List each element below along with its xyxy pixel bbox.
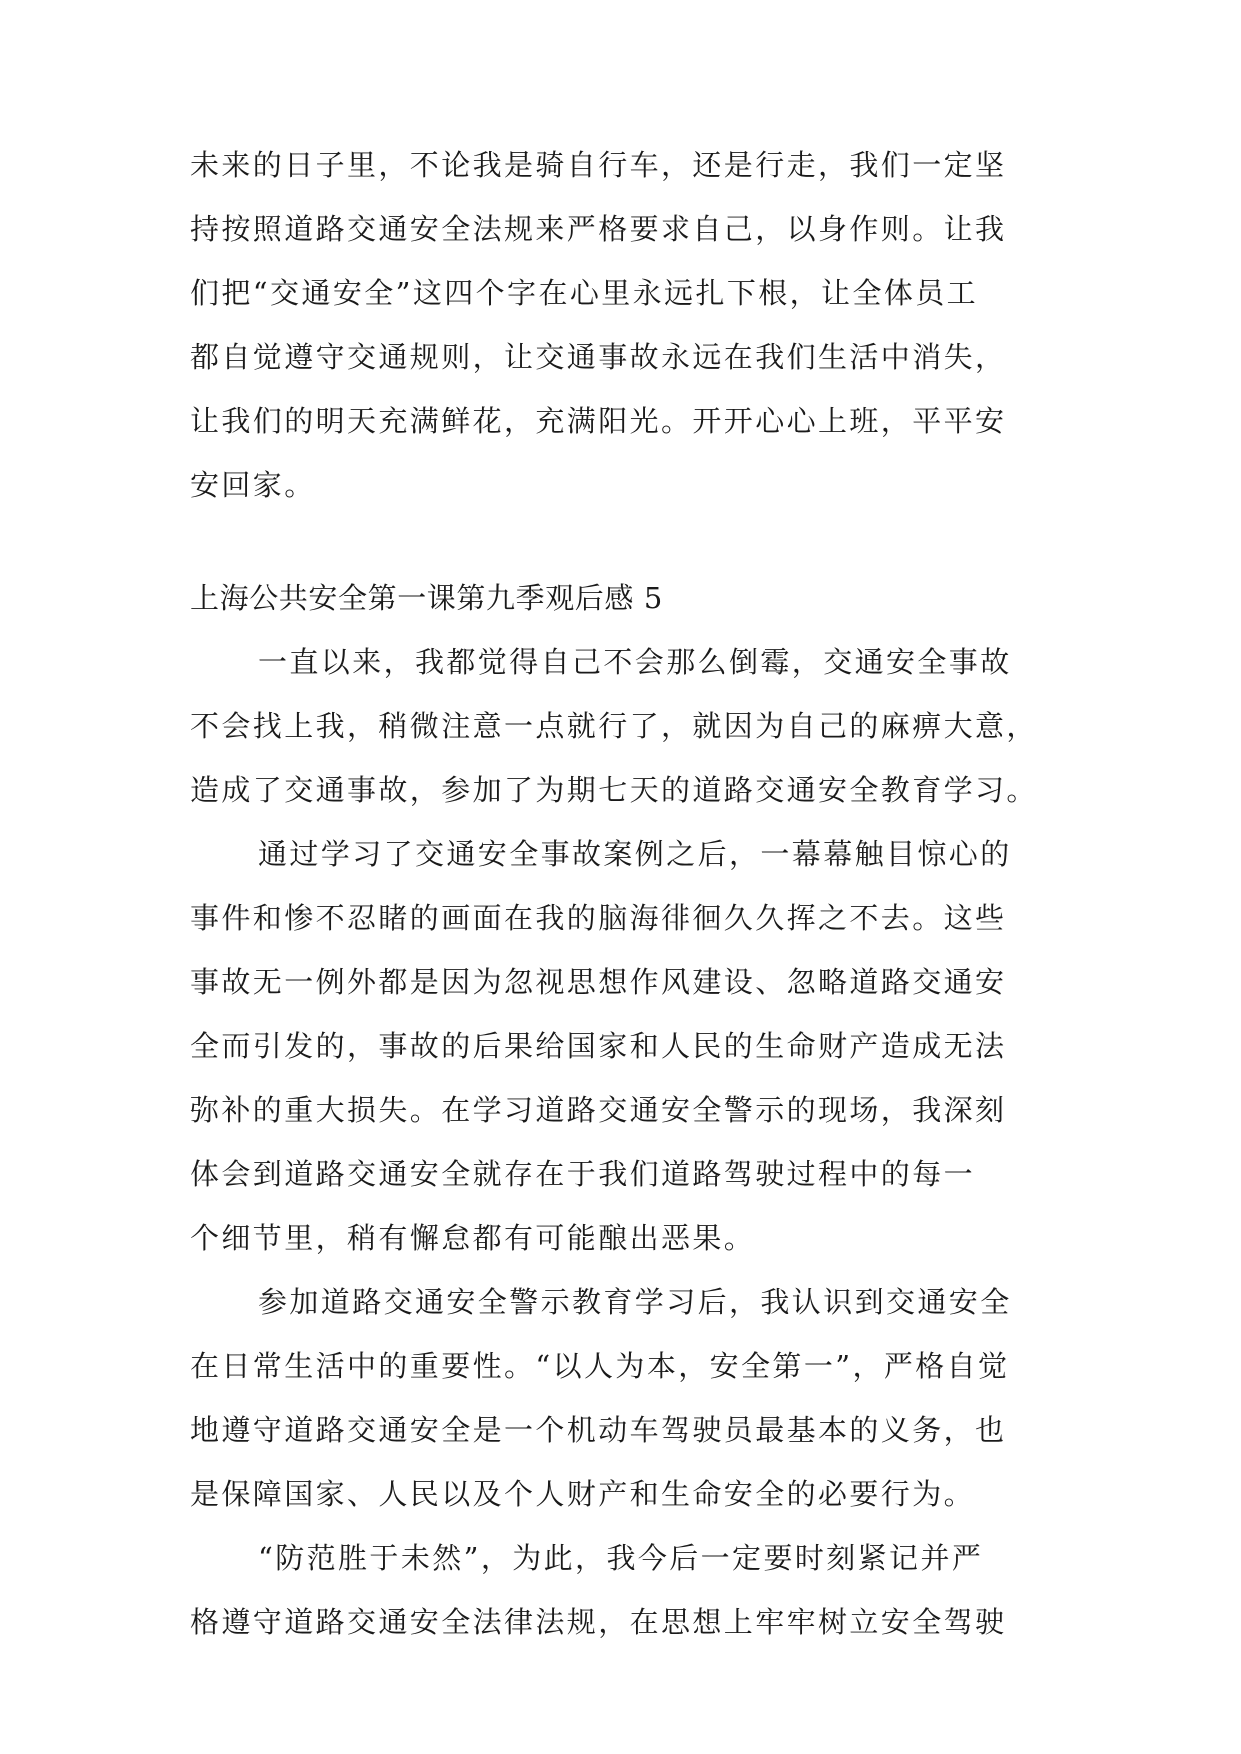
text-line: 个细节里，稍有懈怠都有可能酿出恶果。 xyxy=(190,1221,756,1255)
text-line: 参加道路交通安全警示教育学习后，我认识到交通安全 xyxy=(258,1285,1012,1319)
text-line: 安回家。 xyxy=(190,468,316,502)
text-line: 都自觉遵守交通规则，让交通事故永远在我们生活中消失， xyxy=(190,340,1007,374)
text-line: 未来的日子里，不论我是骑自行车，还是行走，我们一定坚 xyxy=(190,148,1007,182)
text-line: 格遵守道路交通安全法律法规，在思想上牢牢树立安全驾驶 xyxy=(190,1605,1007,1639)
text-line: 通过学习了交通安全事故案例之后，一幕幕触目惊心的 xyxy=(258,837,1012,871)
text-line: 持按照道路交通安全法规来严格要求自己，以身作则。让我 xyxy=(190,212,1007,246)
text-line: “防范胜于未然”，为此，我今后一定要时刻紧记并严 xyxy=(258,1541,984,1575)
paragraph-2 xyxy=(190,822,1060,1270)
continuation-paragraph xyxy=(190,133,1060,517)
paragraph-3 xyxy=(190,1270,1060,1526)
text-line: 弥补的重大损失。在学习道路交通安全警示的现场，我深刻 xyxy=(190,1093,1007,1127)
text-line: 地遵守道路交通安全是一个机动车驾驶员最基本的义务，也 xyxy=(190,1413,1007,1447)
text-line: 不会找上我，稍微注意一点就行了，就因为自己的麻痹大意， xyxy=(190,709,1038,743)
section-title: 上海公共安全第一课第九季观后感 5 xyxy=(190,581,663,615)
text-line: 一直以来，我都觉得自己不会那么倒霉，交通安全事故 xyxy=(258,645,1012,679)
text-line: 事故无一例外都是因为忽视思想作风建设、忽略道路交通安 xyxy=(190,965,1007,999)
section-body xyxy=(190,566,1060,1654)
text-line: 们把“交通安全”这四个字在心里永远扎下根，让全体员工 xyxy=(190,276,979,310)
paragraph-1 xyxy=(190,630,1060,822)
text-line: 事件和惨不忍睹的画面在我的脑海徘徊久久挥之不去。这些 xyxy=(190,901,1007,935)
paragraph-4 xyxy=(190,1526,1060,1654)
text-line: 全而引发的，事故的后果给国家和人民的生命财产造成无法 xyxy=(190,1029,1007,1063)
text-line: 体会到道路交通安全就存在于我们道路驾驶过程中的每一 xyxy=(190,1157,976,1191)
text-line: 是保障国家、人民以及个人财产和生命安全的必要行为。 xyxy=(190,1477,976,1511)
text-line: 在日常生活中的重要性。“以人为本，安全第一”，严格自觉 xyxy=(190,1349,1010,1383)
text-line: 让我们的明天充满鲜花，充满阳光。开开心心上班，平平安 xyxy=(190,404,1007,438)
text-line: 造成了交通事故，参加了为期七天的道路交通安全教育学习。 xyxy=(190,773,1038,807)
